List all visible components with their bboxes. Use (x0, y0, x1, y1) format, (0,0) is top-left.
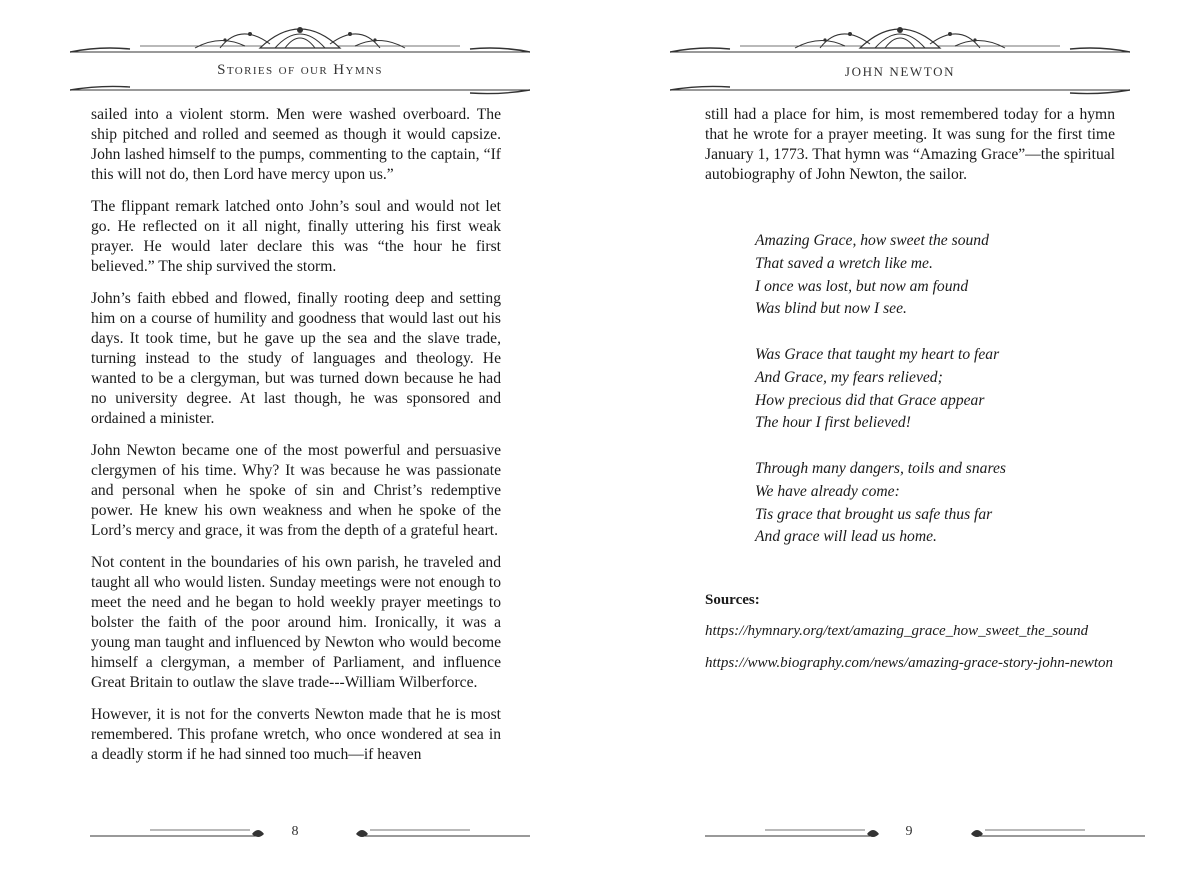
right-page (600, 0, 1200, 890)
poem-line: Through many dangers, toils and snares (755, 459, 1006, 477)
poem-line: Amazing Grace, how sweet the sound (755, 232, 989, 249)
poem-line: We have already come: (755, 482, 900, 500)
stanza (755, 344, 1115, 435)
poem-line: Was blind but now I see. (755, 300, 907, 318)
page-number: 8 (291, 824, 299, 839)
paragraph: sailed into a violent storm. Men were washed overboard. The ship pitched and rolled and seemed as though it would capsize. John lashed himself to the pumps, commenting to the captain, “If this will not do, then Lord have mercy upon us.” (91, 106, 501, 183)
source-link[interactable]: https://www.biography.com/news/amazing-grace-story-john-newton (705, 655, 1114, 671)
poem-line: And Grace, my fears relieved; (755, 368, 943, 386)
sources-section (705, 592, 1125, 685)
sources-heading: Sources: (705, 592, 760, 608)
poem-line: And grace will lead us home. (755, 528, 937, 546)
running-title: Stories of our Hymns (217, 62, 383, 78)
paragraph: The flippant remark latched onto John’s soul and would not let go. He reflected on it all night, finally uttering his first weak prayer. He would later declare this was “the hour he first believed.” The ship survived the storm. (91, 198, 501, 275)
body-text (705, 105, 1115, 197)
poem-line: That saved a wretch like me. (755, 254, 933, 272)
paragraph: However, it is not for the converts Newton made that he is most remembered. This profane wretch, who once wondered at sea in a deadly storm if he had sinned too much—if heaven (91, 706, 501, 763)
paragraph: John’s faith ebbed and flowed, finally rooting deep and setting him on a course of humility and goodness that would last out his days. It took time, but he gave up the sea and the slave trade, turning instead to the study of languages and theology. He wanted to be a clergyman, but was turned down because he had no university degree. At last though, he was sponsored and ordained a minister. (91, 290, 501, 427)
running-title: JOHN NEWTON (844, 64, 956, 79)
hymn-poem (755, 230, 1115, 572)
poem-line: Tis grace that brought us safe thus far (755, 505, 993, 523)
poem-line: I once was lost, but now am found (755, 277, 969, 295)
paragraph: John Newton became one of the most powerful and persuasive clergymen of his time. Why? It was because he was passionate and personal when he spoke of sin and Christ’s redemptive power. He knew his own weakness and when he spoke of the Lord’s mercy and grace, it was from the depth of a grateful heart. (91, 442, 501, 539)
page-number: 9 (905, 824, 913, 839)
header-flourish-ornament (670, 8, 1130, 60)
stanza (755, 458, 1115, 549)
header-rule (670, 84, 1130, 98)
poem-line: The hour I first believed! (755, 414, 911, 432)
paragraph: still had a place for him, is most remembered today for a hymn that he wrote for a prayer meeting. It was sung for the first time January 1, 1773. That hymn was “Amazing Grace”—the spiritual autobiography of John Newton, the sailor. (705, 106, 1115, 183)
header-flourish-ornament (70, 8, 530, 60)
source-link[interactable]: https://hymnary.org/text/amazing_grace_how_sweet_the_sound (705, 623, 1089, 639)
stanza (755, 230, 1115, 321)
header-rule (70, 84, 530, 98)
poem-line: Was Grace that taught my heart to fear (755, 345, 1000, 363)
poem-line: How precious did that Grace appear (755, 391, 985, 409)
paragraph: Not content in the boundaries of his own parish, he traveled and taught all who would listen. Sunday meetings were not enough to meet the need and he began to hold weekly prayer meetings to bolster the faith of the poor around him. Ironically, it was a young man taught and influenced by Newton who would become himself a clergyman, a member of Parliament, and influence Great Britain to outlaw the slave trade---William Wilberforce. (91, 554, 501, 691)
body-text (91, 105, 501, 777)
